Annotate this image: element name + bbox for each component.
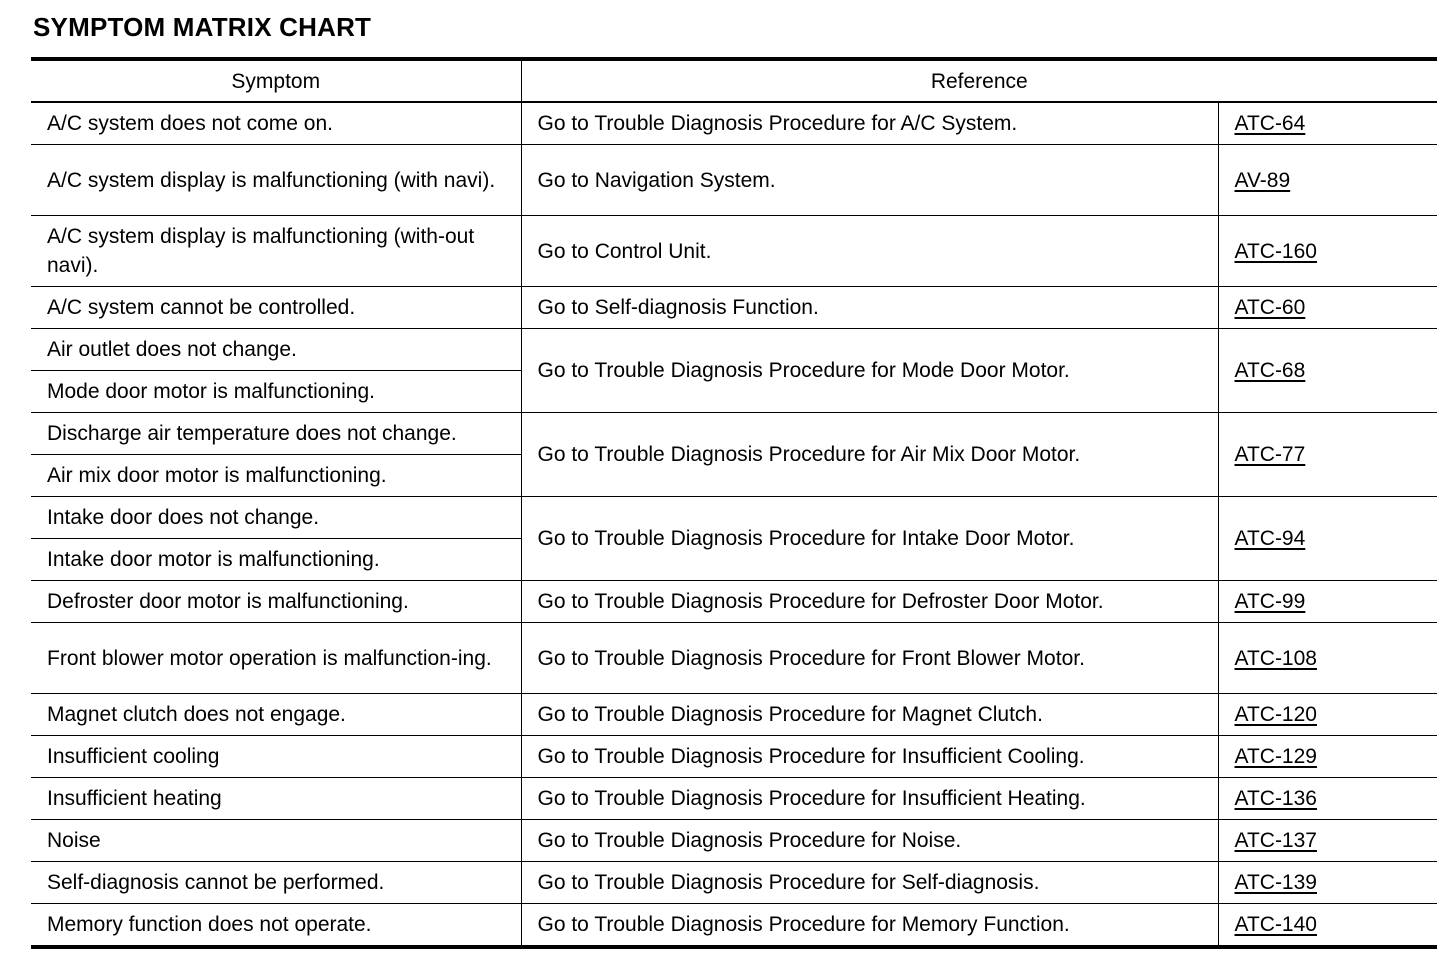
reference-cell: Go to Trouble Diagnosis Procedure for A/C System.	[521, 102, 1218, 145]
symptom-cell: Magnet clutch does not engage.	[31, 694, 521, 736]
reference-cell: Go to Trouble Diagnosis Procedure for Self-diagnosis.	[521, 862, 1218, 904]
reference-link-cell	[1218, 694, 1437, 736]
table-row	[31, 329, 1437, 371]
table-row	[31, 581, 1437, 623]
table-row	[31, 497, 1437, 539]
reference-page-link[interactable]: ATC-94	[1234, 527, 1306, 550]
reference-page-link[interactable]: AV-89	[1234, 168, 1291, 192]
reference-page-link[interactable]: ATC-160	[1234, 239, 1317, 263]
symptom-cell: Insufficient cooling	[31, 736, 521, 778]
table-row	[31, 102, 1437, 145]
reference-link-cell	[1218, 413, 1437, 497]
reference-link-cell	[1218, 497, 1437, 581]
symptom-cell: Noise	[31, 820, 521, 862]
table-row	[31, 820, 1437, 862]
symptom-cell: Insufficient heating	[31, 778, 521, 820]
reference-cell: Go to Trouble Diagnosis Procedure for Intake Door Motor.	[521, 497, 1218, 581]
symptom-cell: A/C system display is malfunctioning (with navi).	[31, 145, 521, 216]
table-row	[31, 904, 1437, 948]
reference-cell: Go to Trouble Diagnosis Procedure for Air Mix Door Motor.	[521, 413, 1218, 497]
symptom-cell: Air mix door motor is malfunctioning.	[31, 455, 521, 497]
table-row	[31, 287, 1437, 329]
reference-link-cell	[1218, 778, 1437, 820]
reference-link-cell	[1218, 623, 1437, 694]
reference-link-cell	[1218, 736, 1437, 778]
reference-cell: Go to Trouble Diagnosis Procedure for Defroster Door Motor.	[521, 581, 1218, 623]
symptom-cell: Defroster door motor is malfunctioning.	[31, 581, 521, 623]
reference-cell: Go to Navigation System.	[521, 145, 1218, 216]
reference-link-cell	[1218, 145, 1437, 216]
reference-page-link[interactable]: ATC-108	[1234, 646, 1317, 670]
reference-link-cell	[1218, 581, 1437, 623]
reference-page-link[interactable]: ATC-139	[1234, 871, 1317, 894]
table-row	[31, 216, 1437, 287]
reference-page-link[interactable]: ATC-137	[1234, 829, 1317, 852]
reference-cell: Go to Control Unit.	[521, 216, 1218, 287]
table-row	[31, 623, 1437, 694]
reference-link-cell	[1218, 329, 1437, 413]
reference-page-link[interactable]: ATC-99	[1234, 590, 1306, 613]
table-body	[31, 102, 1437, 947]
reference-cell: Go to Trouble Diagnosis Procedure for Noise.	[521, 820, 1218, 862]
reference-cell: Go to Self-diagnosis Function.	[521, 287, 1218, 329]
reference-link-cell	[1218, 216, 1437, 287]
reference-link-cell	[1218, 862, 1437, 904]
reference-page-link[interactable]: ATC-120	[1234, 703, 1317, 726]
reference-page-link[interactable]: ATC-136	[1234, 787, 1317, 810]
reference-page-link[interactable]: ATC-60	[1234, 296, 1306, 319]
symptom-cell: A/C system does not come on.	[31, 102, 521, 145]
symptom-cell: Self-diagnosis cannot be performed.	[31, 862, 521, 904]
table-header-row	[31, 59, 1437, 102]
page-title: SYMPTOM MATRIX CHART	[33, 12, 372, 42]
reference-cell: Go to Trouble Diagnosis Procedure for Insufficient Cooling.	[521, 736, 1218, 778]
reference-column-header: Reference	[521, 59, 1437, 102]
reference-link-cell	[1218, 287, 1437, 329]
reference-cell: Go to Trouble Diagnosis Procedure for Mode Door Motor.	[521, 329, 1218, 413]
table-row	[31, 862, 1437, 904]
symptom-cell: A/C system cannot be controlled.	[31, 287, 521, 329]
symptom-cell: Memory function does not operate.	[31, 904, 521, 948]
symptom-matrix-table	[31, 57, 1437, 949]
reference-page-link[interactable]: ATC-64	[1234, 112, 1306, 135]
reference-page-link[interactable]: ATC-129	[1234, 745, 1317, 768]
symptom-cell: A/C system display is malfunctioning (with-out navi).	[31, 216, 521, 287]
reference-cell: Go to Trouble Diagnosis Procedure for Front Blower Motor.	[521, 623, 1218, 694]
table-row	[31, 736, 1437, 778]
table-row	[31, 145, 1437, 216]
symptom-cell: Intake door does not change.	[31, 497, 521, 539]
reference-cell: Go to Trouble Diagnosis Procedure for Insufficient Heating.	[521, 778, 1218, 820]
reference-cell: Go to Trouble Diagnosis Procedure for Memory Function.	[521, 904, 1218, 948]
table-row	[31, 694, 1437, 736]
reference-page-link[interactable]: ATC-68	[1234, 359, 1306, 382]
symptom-cell: Intake door motor is malfunctioning.	[31, 539, 521, 581]
reference-page-link[interactable]: ATC-77	[1234, 443, 1306, 466]
table-row	[31, 413, 1437, 455]
table-row	[31, 778, 1437, 820]
symptom-cell: Mode door motor is malfunctioning.	[31, 371, 521, 413]
reference-link-cell	[1218, 102, 1437, 145]
reference-link-cell	[1218, 904, 1437, 948]
symptom-column-header: Symptom	[31, 59, 521, 102]
reference-cell: Go to Trouble Diagnosis Procedure for Magnet Clutch.	[521, 694, 1218, 736]
reference-link-cell	[1218, 820, 1437, 862]
reference-page-link[interactable]: ATC-140	[1234, 913, 1317, 936]
symptom-cell: Discharge air temperature does not change.	[31, 413, 521, 455]
symptom-cell: Air outlet does not change.	[31, 329, 521, 371]
symptom-cell: Front blower motor operation is malfunction-ing.	[31, 623, 521, 694]
